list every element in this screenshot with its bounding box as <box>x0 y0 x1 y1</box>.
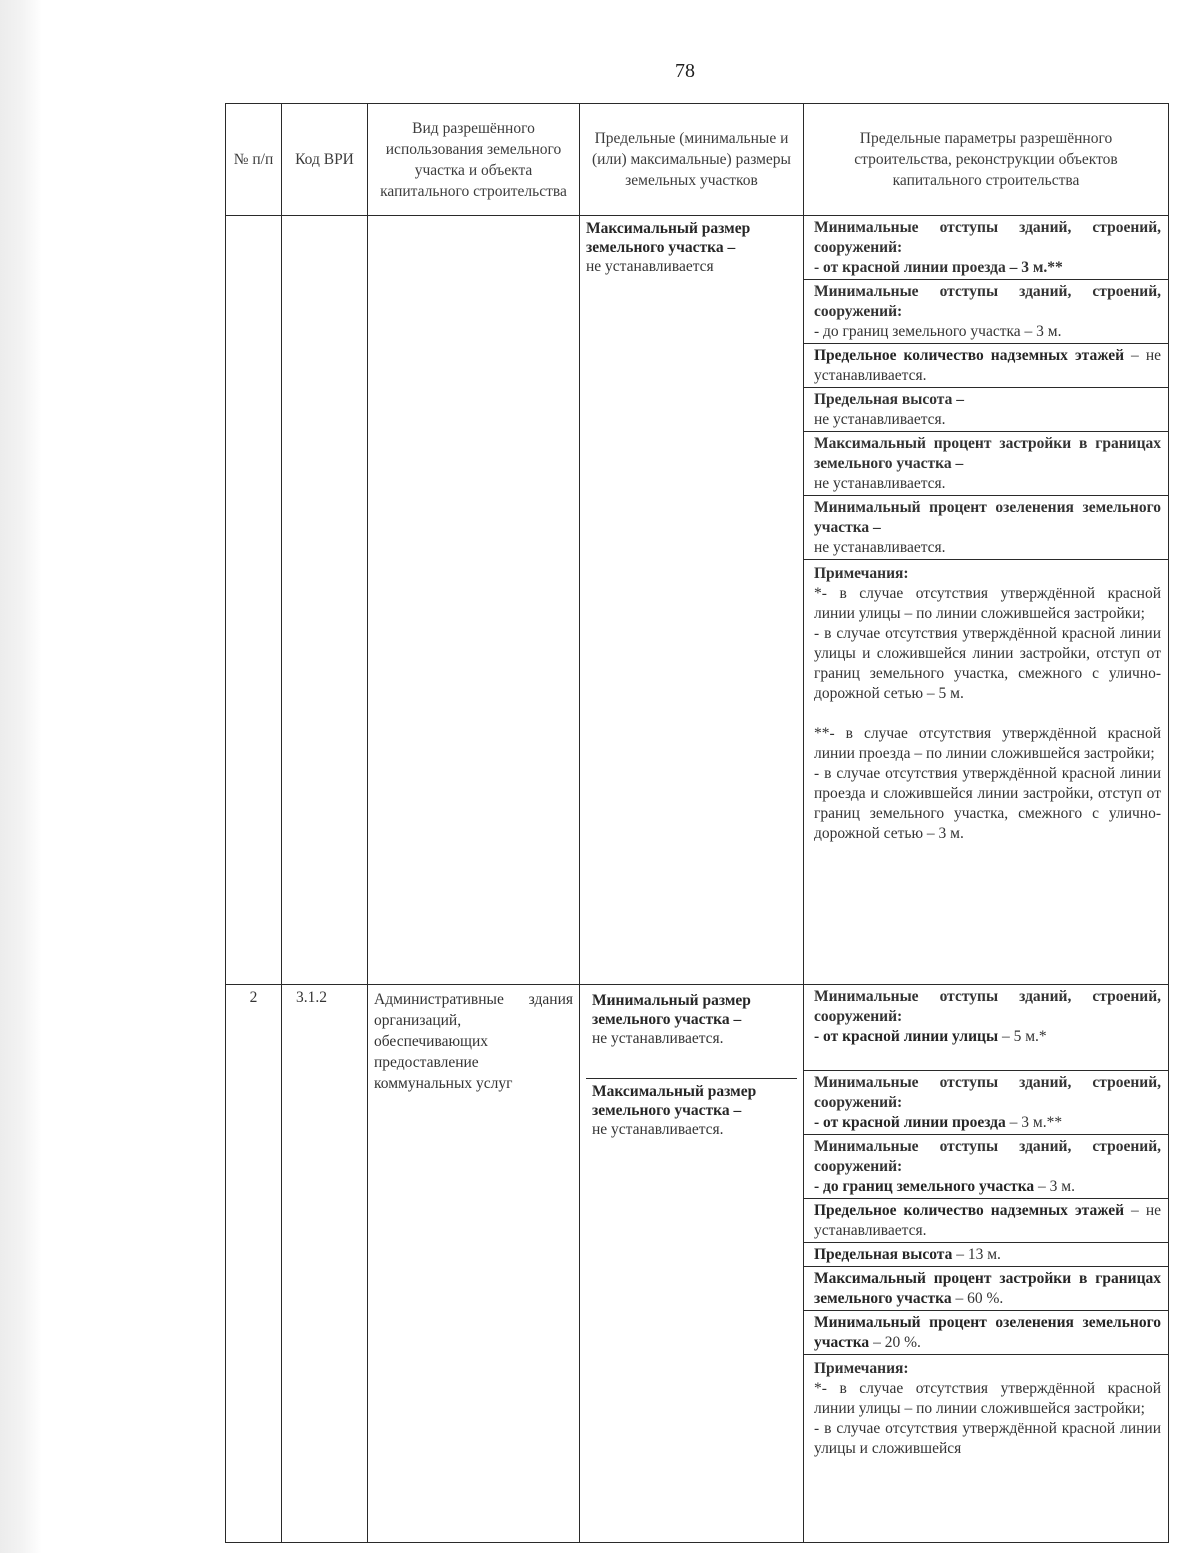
param-cell <box>804 216 1168 280</box>
row2-param-stack <box>804 985 1168 1542</box>
note-paragraph: - в случае отсутствия утверждённой красной линии проезда и сложившейся линии застройки, отступ от границ земельного участка, смежного с улично-дорожной сетью – 3 м. <box>814 765 1161 842</box>
note-paragraph: **- в случае отсутствия утверждённой красной линии проезда – по линии сложившейся застройки; <box>814 725 1161 762</box>
param-text: – 3 м.** <box>1005 1114 1063 1131</box>
param-text: не устанавливается. <box>814 411 946 428</box>
header-params: Предельные параметры разрешённого строительства, реконструкции объектов капитального строительства <box>804 104 1169 216</box>
row2-num-cell: 2 <box>226 985 282 1543</box>
param-cell <box>804 1243 1168 1267</box>
param-text: – 3 м. <box>1034 1178 1075 1195</box>
row2-size-split <box>586 988 797 1539</box>
param-cell <box>804 432 1168 496</box>
row2-params-cell <box>804 985 1169 1543</box>
param-cell <box>804 1311 1168 1355</box>
param-bold: Минимальный процент озеленения земельного участка – <box>814 499 1161 536</box>
row1-use-cell <box>368 216 580 985</box>
row1-size-cell <box>580 216 804 985</box>
min-size-title: Минимальный размер земельного участка – <box>592 992 751 1028</box>
max-size-block <box>586 1078 797 1539</box>
max-size-title: Максимальный размер земельного участка – <box>586 220 751 256</box>
row1-param-stack <box>804 216 1168 984</box>
param-cell <box>804 344 1168 388</box>
max-size-block <box>586 219 797 276</box>
row2-code-cell: 3.1.2 <box>282 985 368 1543</box>
header-use: Вид разрешённого использования земельного участка и объекта капитального строительства <box>368 104 580 216</box>
param-text: не устанавливается. <box>814 475 946 492</box>
land-use-table <box>225 103 1169 1543</box>
table-row <box>226 985 1169 1543</box>
page-number: 78 <box>675 60 695 82</box>
param-bold: Предельная высота <box>814 1246 953 1263</box>
table-row <box>226 216 1169 985</box>
param-bold: Минимальный процент озеленения земельного участка <box>814 1314 1161 1351</box>
header-size: Предельные (минимальные и (или) максимальные) размеры земельных участков <box>580 104 804 216</box>
note-paragraph: *- в случае отсутствия утверждённой красной линии улицы – по линии сложившейся застройки; <box>814 585 1161 622</box>
max-size-title: Максимальный размер земельного участка – <box>592 1083 757 1119</box>
param-text: – не устанавливается. <box>814 1202 1161 1239</box>
param-cell <box>804 1071 1168 1135</box>
param-bold-detail: - от красной линии проезда – 3 м.** <box>814 259 1063 276</box>
max-size-value: не устанавливается. <box>592 1121 724 1138</box>
param-bold-detail: - от красной линии улицы <box>814 1028 999 1045</box>
param-bold: Максимальный процент застройки в границах земельного участка – <box>814 435 1161 472</box>
param-text: не устанавливается. <box>814 539 946 556</box>
param-cell <box>804 1135 1168 1199</box>
note-paragraph: - в случае отсутствия утверждённой красной линии улицы и сложившейся линии застройки, отступ от границ земельного участка, смежного с улично-дорожной сетью – 5 м. <box>814 625 1161 702</box>
min-size-value: не устанавливается. <box>592 1030 724 1047</box>
notes-title: Примечания: <box>814 1360 909 1377</box>
note-paragraph: *- в случае отсутствия утверждённой красной линии улицы – по линии сложившейся застройки; <box>814 1380 1161 1417</box>
param-text: – 13 м. <box>952 1246 1001 1263</box>
row1-num-cell <box>226 216 282 985</box>
notes-cell <box>804 560 1168 984</box>
param-bold: Минимальные отступы зданий, строений, сооружений: <box>814 1138 1161 1175</box>
header-code: Код ВРИ <box>282 104 368 216</box>
max-size-value: не устанавливается <box>586 258 714 275</box>
param-bold-detail: - до границ земельного участка <box>814 1178 1035 1195</box>
param-cell <box>804 1199 1168 1243</box>
param-bold: Предельная высота – <box>814 391 964 408</box>
row1-params-cell <box>804 216 1169 985</box>
param-text: – не устанавливается. <box>814 347 1161 384</box>
param-text: – 5 м.* <box>998 1028 1047 1045</box>
param-text: – 20 %. <box>869 1334 921 1351</box>
scan-edge <box>0 0 42 1553</box>
param-cell <box>804 388 1168 432</box>
param-text: – 60 %. <box>951 1290 1004 1307</box>
param-bold: Минимальные отступы зданий, строений, сооружений: <box>814 283 1161 320</box>
row1-code-cell <box>282 216 368 985</box>
param-text: - до границ земельного участка – 3 м. <box>814 323 1062 340</box>
param-cell <box>804 1267 1168 1311</box>
note-paragraph: - в случае отсутствия утверждённой красной линии улицы и сложившейся <box>814 1420 1161 1457</box>
param-bold: Минимальные отступы зданий, строений, сооружений: <box>814 1074 1161 1111</box>
row2-use-cell: Административные здания организаций, обеспечивающих предоставление коммунальных услуг <box>368 985 580 1543</box>
min-size-block <box>586 988 797 1078</box>
row2-size-cell <box>580 985 804 1543</box>
param-bold: Предельное количество надземных этажей <box>814 1202 1125 1219</box>
param-cell <box>804 985 1168 1071</box>
param-bold: Максимальный процент застройки в границах земельного участка <box>814 1270 1161 1307</box>
notes-title: Примечания: <box>814 565 909 582</box>
param-bold: Минимальные отступы зданий, строений, сооружений: <box>814 988 1161 1025</box>
param-bold: Предельное количество надземных этажей <box>814 347 1125 364</box>
header-num: № п/п <box>226 104 282 216</box>
param-cell <box>804 496 1168 560</box>
param-bold-detail: - от красной линии проезда <box>814 1114 1006 1131</box>
notes-cell <box>804 1355 1168 1542</box>
param-cell <box>804 280 1168 344</box>
param-bold: Минимальные отступы зданий, строений, сооружений: <box>814 219 1161 256</box>
